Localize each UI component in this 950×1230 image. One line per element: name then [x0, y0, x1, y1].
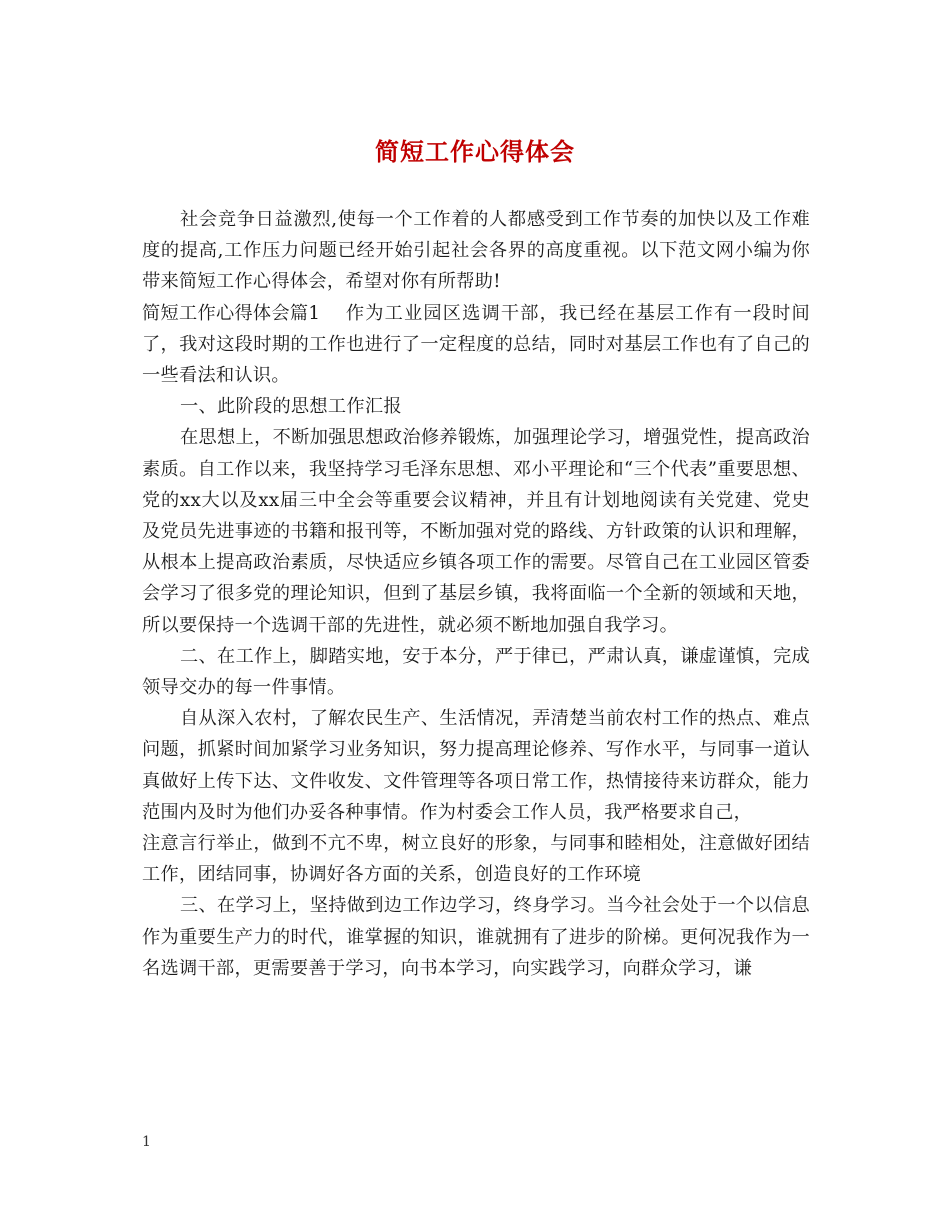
section-paragraph-text: 作为工业园区选调干部，我已经在基层工作有一段时间了，我对这段时期的工作也进行了一定程度的总结，同时对基层工作也有了自己的一些看法和认识。 — [142, 302, 810, 387]
body-paragraph-2: 自从深入农村，了解农民生产、生活情况，弄清楚当前农村工作的热点、难点问题，抓紧时间加紧学习业务知识，努力提高理论修养、写作水平，与同事一道认真做好上传下达、文件收发、文件管理等各项日常工作，热情接待来访群众，能力范围内及时为他们办妥各种事情。作为村委会工作人员，我严格要求自己， — [142, 708, 810, 823]
body-paragraph-1: 在思想上，不断加强思想政治修养锻炼，加强理论学习，增强党性，提高政治素质。自工作以来，我坚持学习毛泽东思想、邓小平理论和“三个代表”重要思想、党的xx大以及xx届三中全会等重要会议精神，并且有计划地阅读有关党建、党史及党员先进事迹的书籍和报刊等，不断加强对党的路线、方针政策的认识和理解，从根本上提高政治素质，尽快适应乡镇各项工作的需要。尽管自己在工业园区管委会学习了很多党的理论知识，但到了基层乡镇，我将面临一个全新的领域和天地，所以要保持一个选调干部的先进性，就必须不断地加强自我学习。 — [142, 427, 810, 636]
body-paragraph-3: 注意言行举止，做到不亢不卑，树立良好的形象，与同事和睦相处，注意做好团结工作，团结同事，协调好各方面的关系，创造良好的工作环境 — [142, 833, 810, 886]
document-body — [142, 204, 810, 984]
document-title: 简短工作心得体会 — [375, 137, 575, 166]
page-number: 1 — [142, 1134, 151, 1150]
section-heading: 简短工作心得体会篇1 — [142, 302, 321, 324]
intro-paragraph: 社会竞争日益激烈,使每一个工作着的人都感受到工作节奏的加快以及工作难度的提高,工作压力问题已经开始引起社会各界的高度重视。以下范文网小编为你带来简短工作心得体会，希望对你有所帮助! — [142, 209, 810, 293]
subheading-1: 一、此阶段的思想工作汇报 — [180, 396, 402, 418]
section-paragraph-1 — [142, 298, 810, 392]
subheading-3: 三、在学习上，坚持做到边工作边学习，终身学习。当今社会处于一个以信息作为重要生产力的时代，谁掌握的知识，谁就拥有了进步的阶梯。更何况我作为一名选调干部，更需要善于学习，向书本学习，向实践学习，向群众学习，谦 — [142, 895, 810, 979]
subheading-2: 二、在工作上，脚踏实地，安于本分，严于律已，严肃认真，谦虚谨慎，完成领导交办的每一件事情。 — [142, 645, 810, 699]
